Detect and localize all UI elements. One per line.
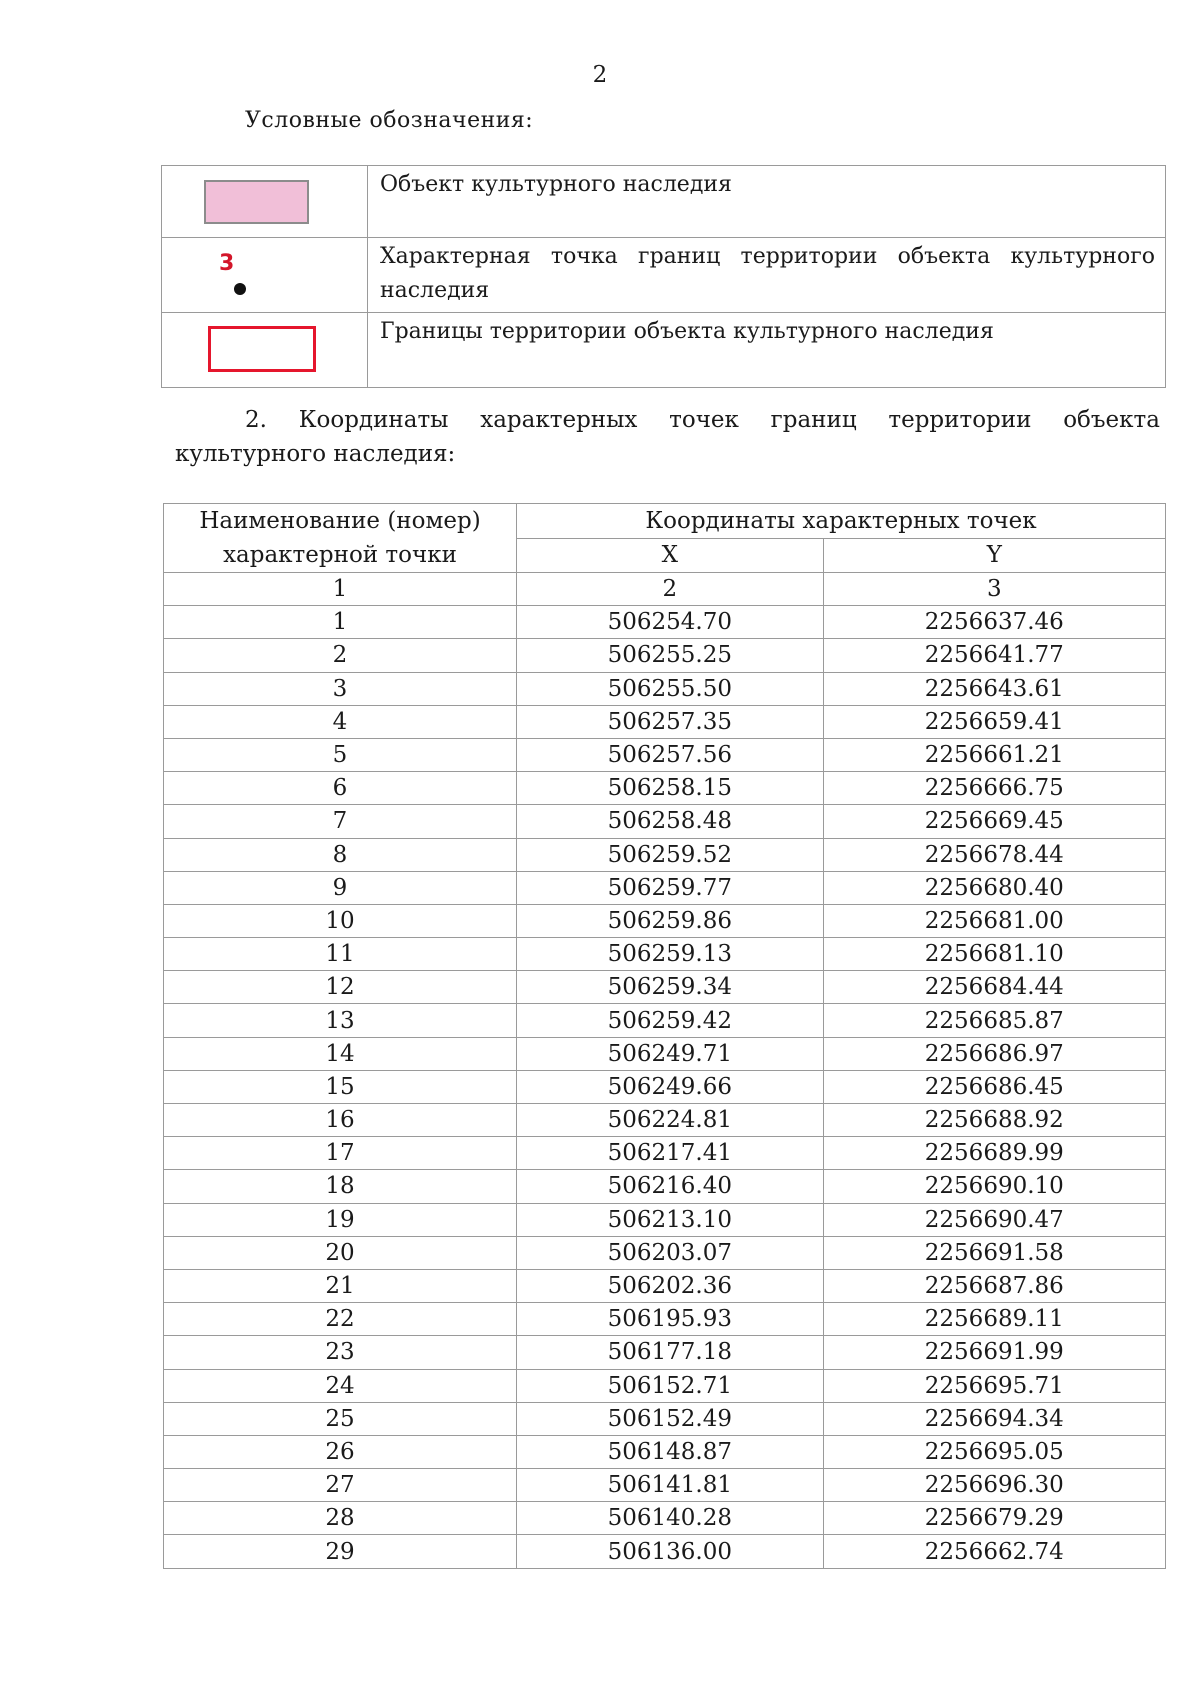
heritage-object-swatch-icon [204,180,309,224]
table-row [164,772,1166,805]
table-row [164,1269,1166,1302]
x-coordinate-cell: 506258.15 [517,772,824,805]
y-coordinate-cell: 2256690.10 [823,1170,1165,1203]
table-row [164,805,1166,838]
column-number-row [164,573,1166,606]
legend-row-boundary [162,313,1166,388]
point-number-cell: 23 [164,1336,517,1369]
point-number-cell: 26 [164,1435,517,1468]
column-number: 2 [517,573,824,606]
table-row [164,1402,1166,1435]
point-marker-label: 3 [219,251,235,276]
section-2-line-2: культурного наследия: [175,441,456,467]
point-number-cell: 22 [164,1303,517,1336]
heading-word: характерных [480,407,638,433]
legend-symbol-cell [162,166,368,238]
x-coordinate-cell: 506259.86 [517,904,824,937]
x-coordinate-cell: 506203.07 [517,1236,824,1269]
x-coordinate-cell: 506257.35 [517,705,824,738]
point-number-cell: 4 [164,705,517,738]
y-coordinate-cell: 2256690.47 [823,1203,1165,1236]
point-number-cell: 20 [164,1236,517,1269]
point-number-cell: 14 [164,1037,517,1070]
section-number: 2. [245,407,267,433]
point-number-cell: 21 [164,1269,517,1302]
legend-row-point [162,238,1166,313]
y-coordinate-cell: 2256661.21 [823,738,1165,771]
table-row [164,1535,1166,1568]
point-number-cell: 18 [164,1170,517,1203]
point-number-cell: 24 [164,1369,517,1402]
x-coordinate-cell: 506259.42 [517,1004,824,1037]
point-number-cell: 5 [164,738,517,771]
table-row [164,1502,1166,1535]
x-coordinate-cell: 506148.87 [517,1435,824,1468]
point-number-cell: 28 [164,1502,517,1535]
x-coordinate-cell: 506177.18 [517,1336,824,1369]
table-row [164,738,1166,771]
y-coordinate-cell: 2256689.11 [823,1303,1165,1336]
point-number-cell: 17 [164,1137,517,1170]
x-coordinate-cell: 506217.41 [517,1137,824,1170]
y-coordinate-cell: 2256689.99 [823,1137,1165,1170]
y-coordinate-cell: 2256695.05 [823,1435,1165,1468]
point-number-cell: 11 [164,938,517,971]
header-coordinates: Координаты характерных точек [517,504,1166,539]
x-coordinate-cell: 506141.81 [517,1469,824,1502]
point-number-cell: 16 [164,1104,517,1137]
boundary-rectangle-icon [208,326,316,372]
y-coordinate-cell: 2256691.99 [823,1336,1165,1369]
y-coordinate-cell: 2256686.45 [823,1070,1165,1103]
table-row [164,1137,1166,1170]
y-coordinate-cell: 2256669.45 [823,805,1165,838]
legend-table [161,165,1166,388]
point-number-cell: 2 [164,639,517,672]
header-y: Y [823,538,1165,573]
table-row [164,1469,1166,1502]
x-coordinate-cell: 506258.48 [517,805,824,838]
table-row [164,938,1166,971]
y-coordinate-cell: 2256643.61 [823,672,1165,705]
y-coordinate-cell: 2256691.58 [823,1236,1165,1269]
point-number-cell: 12 [164,971,517,1004]
x-coordinate-cell: 506213.10 [517,1203,824,1236]
heading-word: объекта [1063,407,1160,433]
y-coordinate-cell: 2256678.44 [823,838,1165,871]
y-coordinate-cell: 2256662.74 [823,1535,1165,1568]
table-row [164,1236,1166,1269]
x-coordinate-cell: 506202.36 [517,1269,824,1302]
legend-description: Характерная точка границ территории объекта культурного наследия [368,238,1166,313]
table-row [164,672,1166,705]
x-coordinate-cell: 506140.28 [517,1502,824,1535]
point-number-cell: 7 [164,805,517,838]
x-coordinate-cell: 506195.93 [517,1303,824,1336]
legend-symbol-cell [162,313,368,388]
section-2-line-1 [175,403,1160,437]
y-coordinate-cell: 2256637.46 [823,606,1165,639]
x-coordinate-cell: 506254.70 [517,606,824,639]
x-coordinate-cell: 506136.00 [517,1535,824,1568]
table-row [164,1004,1166,1037]
x-coordinate-cell: 506259.77 [517,871,824,904]
x-coordinate-cell: 506257.56 [517,738,824,771]
x-coordinate-cell: 506152.49 [517,1402,824,1435]
heading-word: границ [770,407,857,433]
header-point-name: Наименование (номер) характерной точки [164,504,517,573]
column-number: 3 [823,573,1165,606]
table-row [164,639,1166,672]
x-coordinate-cell: 506255.50 [517,672,824,705]
legend-title: Условные обозначения: [245,108,534,133]
point-number-cell: 15 [164,1070,517,1103]
coordinates-table [163,503,1166,1569]
y-coordinate-cell: 2256680.40 [823,871,1165,904]
table-row [164,606,1166,639]
table-row [164,1336,1166,1369]
y-coordinate-cell: 2256641.77 [823,639,1165,672]
point-number-cell: 10 [164,904,517,937]
y-coordinate-cell: 2256679.29 [823,1502,1165,1535]
page-number: 2 [592,62,608,88]
point-number-cell: 27 [164,1469,517,1502]
table-row [164,705,1166,738]
x-coordinate-cell: 506224.81 [517,1104,824,1137]
table-row [164,1369,1166,1402]
x-coordinate-cell: 506259.52 [517,838,824,871]
x-coordinate-cell: 506259.13 [517,938,824,971]
table-row [164,971,1166,1004]
header-x: X [517,538,824,573]
table-row [164,838,1166,871]
legend-row-object [162,166,1166,238]
y-coordinate-cell: 2256688.92 [823,1104,1165,1137]
table-row [164,1203,1166,1236]
column-number: 1 [164,573,517,606]
table-row [164,1037,1166,1070]
legend-symbol-cell [162,238,368,313]
x-coordinate-cell: 506249.71 [517,1037,824,1070]
table-row [164,1435,1166,1468]
y-coordinate-cell: 2256666.75 [823,772,1165,805]
table-row [164,904,1166,937]
y-coordinate-cell: 2256681.00 [823,904,1165,937]
x-coordinate-cell: 506259.34 [517,971,824,1004]
x-coordinate-cell: 506152.71 [517,1369,824,1402]
point-number-cell: 13 [164,1004,517,1037]
x-coordinate-cell: 506216.40 [517,1170,824,1203]
table-row [164,1303,1166,1336]
table-row [164,1070,1166,1103]
table-row [164,871,1166,904]
point-number-cell: 8 [164,838,517,871]
y-coordinate-cell: 2256684.44 [823,971,1165,1004]
table-row [164,1104,1166,1137]
y-coordinate-cell: 2256659.41 [823,705,1165,738]
x-coordinate-cell: 506249.66 [517,1070,824,1103]
table-header-row [164,504,1166,539]
heading-word: Координаты [298,407,449,433]
point-number-cell: 25 [164,1402,517,1435]
heading-word: точек [669,407,739,433]
point-number-cell: 19 [164,1203,517,1236]
coordinates-table-body [164,606,1166,1568]
y-coordinate-cell: 2256696.30 [823,1469,1165,1502]
point-number-cell: 6 [164,772,517,805]
y-coordinate-cell: 2256681.10 [823,938,1165,971]
heading-word: территории [888,407,1032,433]
point-marker-icon [234,283,246,295]
point-number-cell: 9 [164,871,517,904]
legend-description: Границы территории объекта культурного наследия [368,313,1166,388]
x-coordinate-cell: 506255.25 [517,639,824,672]
y-coordinate-cell: 2256686.97 [823,1037,1165,1070]
y-coordinate-cell: 2256685.87 [823,1004,1165,1037]
section-2-heading [175,403,1160,471]
table-row [164,1170,1166,1203]
point-number-cell: 29 [164,1535,517,1568]
y-coordinate-cell: 2256687.86 [823,1269,1165,1302]
y-coordinate-cell: 2256695.71 [823,1369,1165,1402]
y-coordinate-cell: 2256694.34 [823,1402,1165,1435]
legend-description: Объект культурного наследия [368,166,1166,238]
point-number-cell: 1 [164,606,517,639]
point-number-cell: 3 [164,672,517,705]
